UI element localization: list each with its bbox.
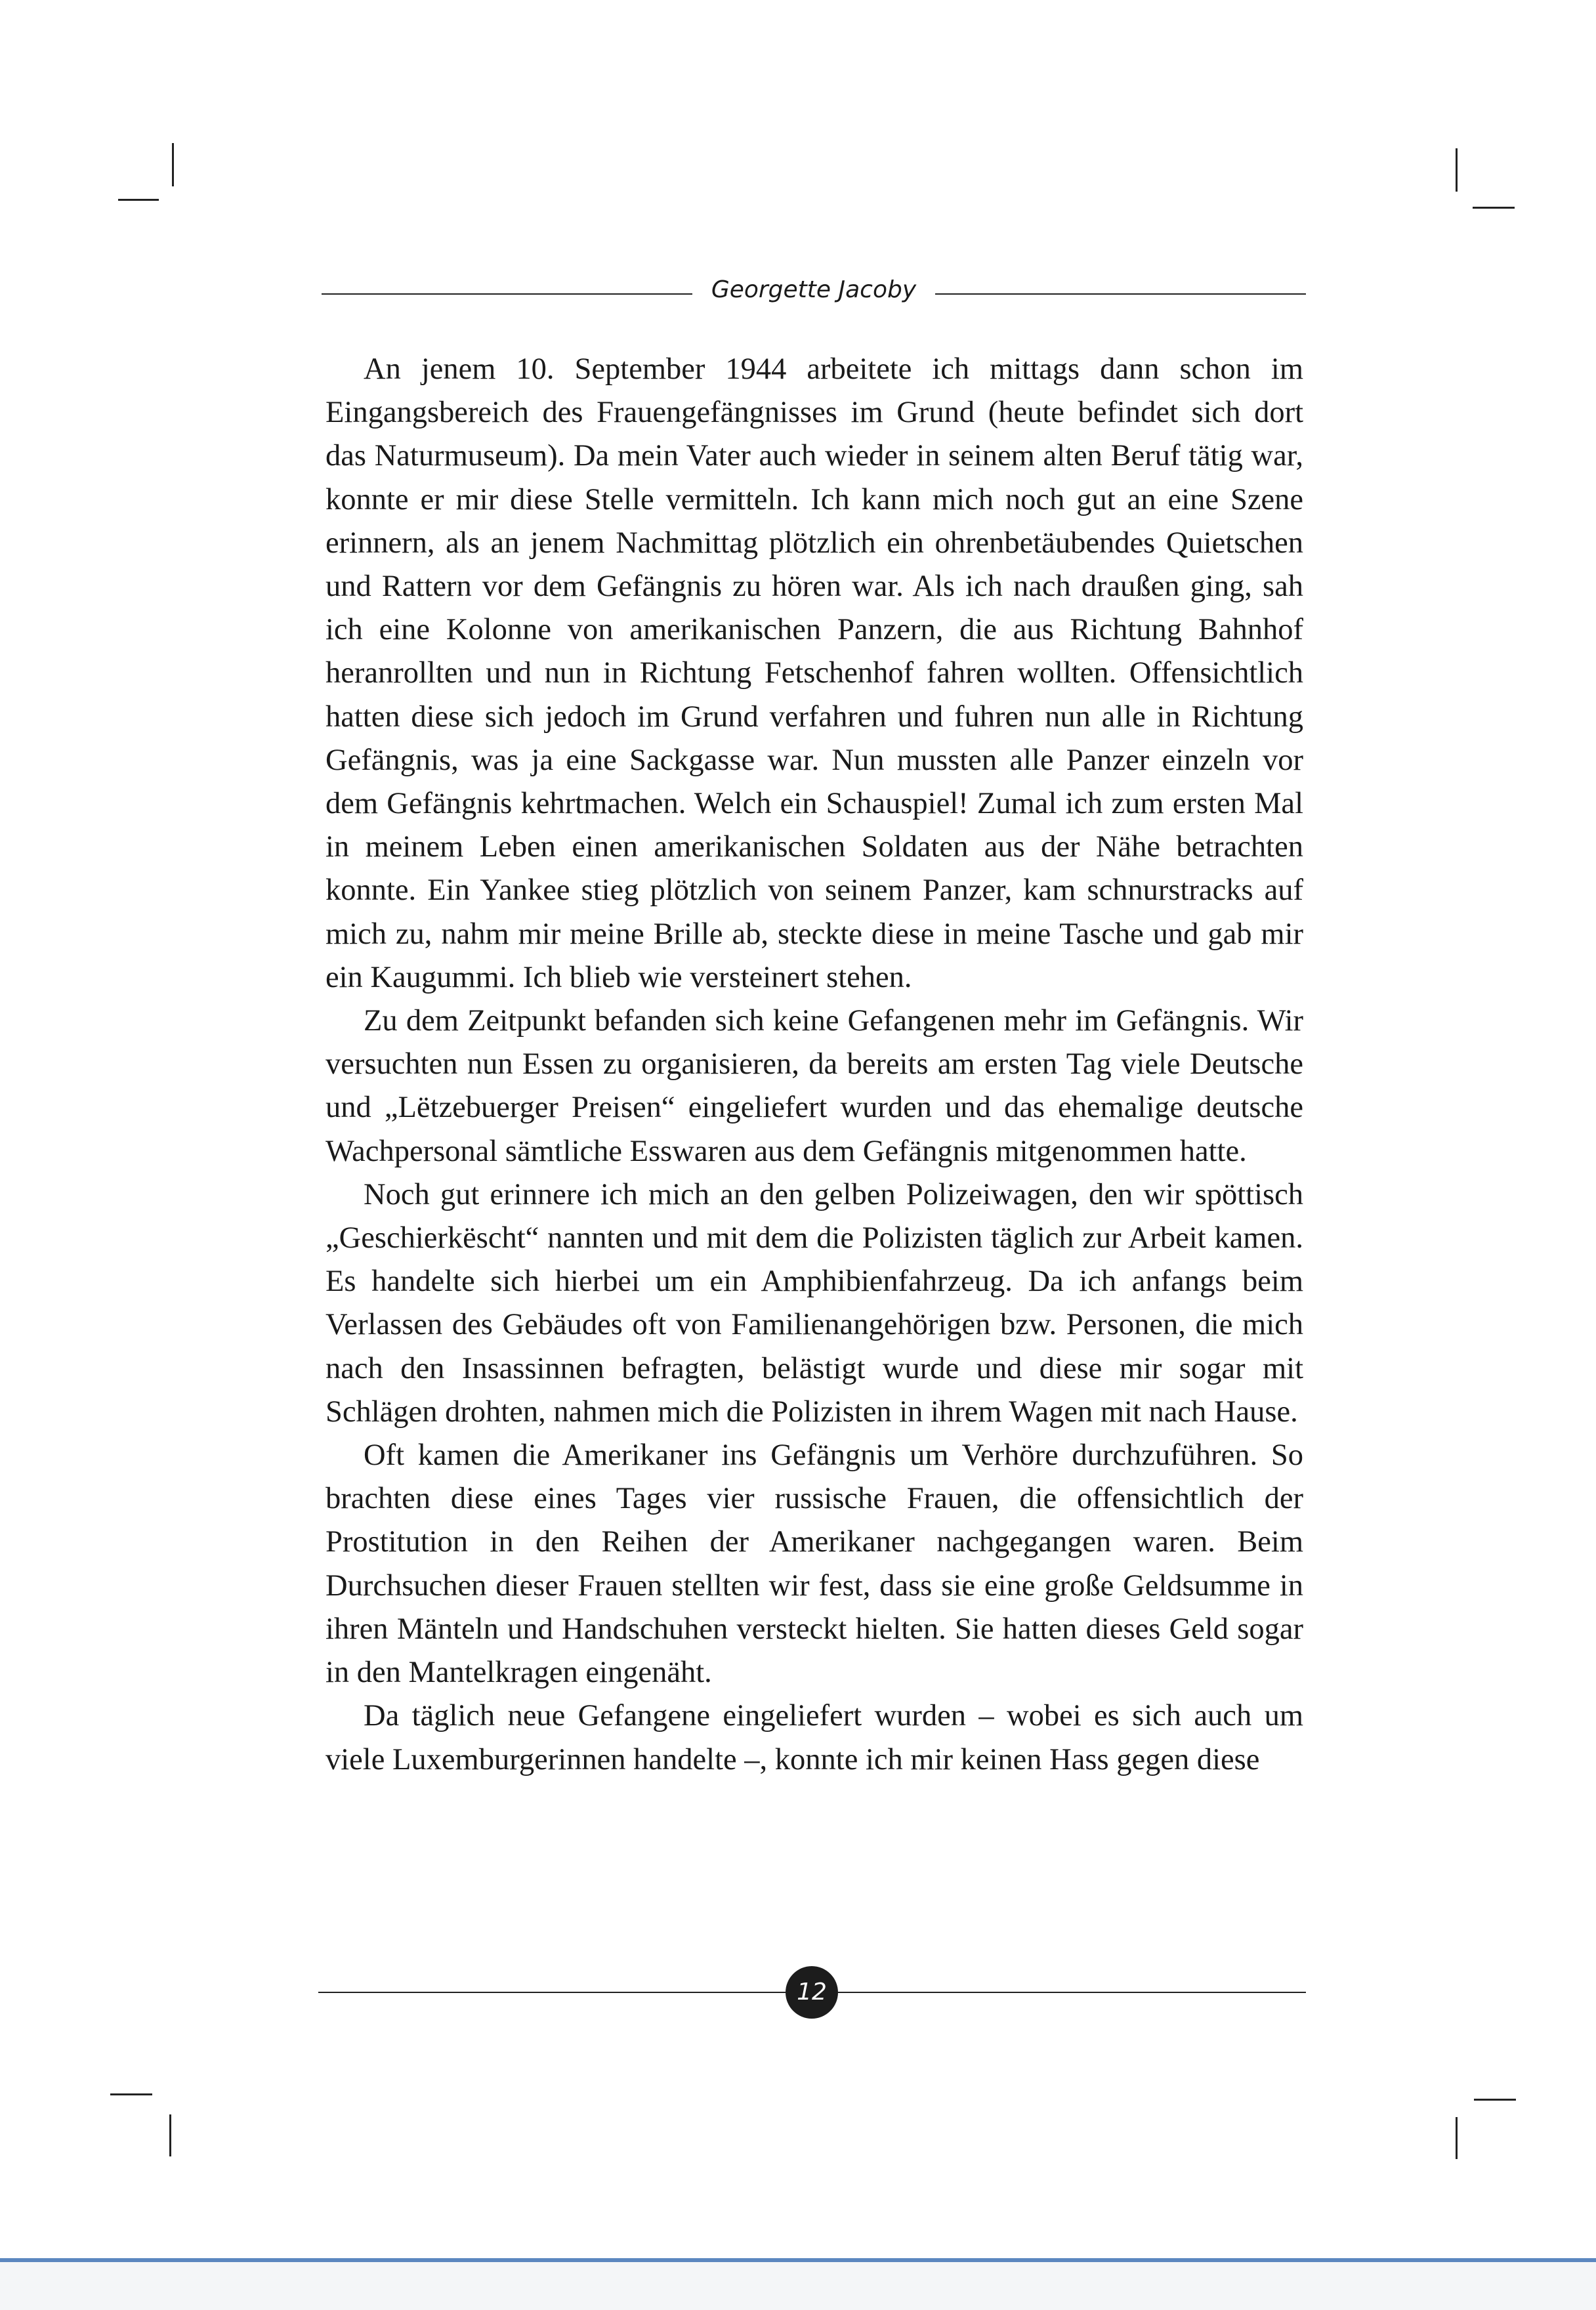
crop-mark-bottom-left-horizontal	[110, 2093, 152, 2095]
crop-mark-top-left-vertical	[172, 143, 174, 186]
running-title: Georgette Jacoby	[711, 276, 917, 303]
paragraph-1: An jenem 10. September 1944 arbeitete ich mittags dann schon im Eingangsbereich des Frauengefängnisses im Grund (heute befindet sich dort das Naturmuseum). Da mein Vater auch wieder in seinem alten Beruf tätig war, konnte er mir diese Stelle vermitteln. Ich kann mich noch gut an eine Szene erinnern, als an jenem Nachmittag plötzlich ein ohrenbetäubendes Quietschen und Rattern vor dem Gefängnis zu hören war. Als ich nach draußen ging, sah ich eine Kolonne von amerikanischen Panzern, die aus Richtung Bahnhof heranrollten und nun in Richtung Fetschenhof fahren wollten. Offensichtlich hatten diese sich jedoch im Grund verfahren und fuhren nun alle in Richtung Gefängnis, was ja eine Sackgasse war. Nun mussten alle Panzer einzeln vor dem Gefängnis kehrtmachen. Welch ein Schauspiel! Zumal ich zum ersten Mal in meinem Leben einen amerikanischen Soldaten aus der Nähe betrachten konnte. Ein Yankee stieg plötzlich von seinem Panzer, kam schnurstracks auf mich zu, nahm mir meine Brille ab, steckte diese in meine Tasche und gab mir ein Kaugummi. Ich blieb wie versteinert stehen.	[326, 352, 1303, 994]
paragraph-3: Noch gut erinnere ich mich an den gelben Polizeiwagen, den wir spöttisch „Geschierkëscht“ nannten und mit dem die Polizisten täglich zur Arbeit kamen. Es handelte sich hierbei um ein Amphibienfahrzeug. Da ich anfangs beim Verlassen des Gebäudes oft von Familienangehörigen bzw. Personen, die mich nach den Insassinnen befragten, belästigt wurde und diese mir sogar mit Schlägen drohten, nahmen mich die Polizisten in ihrem Wagen mit nach Hause.	[326, 1177, 1303, 1429]
body-text	[326, 348, 1303, 1782]
crop-mark-bottom-right-horizontal	[1474, 2099, 1516, 2101]
paragraph-2: Zu dem Zeitpunkt befanden sich keine Gefangenen mehr im Gefängnis. Wir versuchten nun Essen zu organisieren, da bereits am ersten Tag viele Deutsche und „Lëtzebuerger Preisen“ eingeliefert wurden und das ehemalige deutsche Wachpersonal sämtliche Esswaren aus dem Gefängnis mitgenommen hatte.	[326, 1004, 1303, 1168]
paragraph-4: Oft kamen die Amerikaner ins Gefängnis um Verhöre durchzuführen. So brachten diese eines Tages vier russische Frauen, die offensichtlich der Prostitution in den Reihen der Amerikaner nachgegangen waren. Beim Durchsuchen dieser Frauen stellten wir fest, dass sie eine große Geldsumme in ihren Mänteln und Handschuhen versteckt hielten. Sie hatten dieses Geld sogar in den Mantelkragen eingenäht.	[326, 1438, 1303, 1690]
crop-mark-top-right-horizontal	[1473, 207, 1515, 209]
crop-mark-top-right-vertical	[1456, 148, 1458, 192]
running-header	[322, 272, 1306, 312]
footer-rule-right	[838, 1992, 1306, 1993]
header-rule-right	[935, 293, 1306, 295]
header-rule-left	[322, 293, 692, 295]
crop-mark-bottom-right-vertical	[1456, 2117, 1458, 2159]
crop-mark-top-left-horizontal	[118, 199, 159, 201]
scan-edge-band	[0, 2262, 1596, 2310]
paragraph-5: Da täglich neue Gefangene eingeliefert wurden – wobei es sich auch um viele Luxemburgerinnen handelte –, konnte ich mir keinen Hass gegen diese	[326, 1699, 1303, 1776]
footer-rule-left	[318, 1992, 786, 1993]
crop-mark-bottom-left-vertical	[169, 2114, 171, 2156]
page-footer	[318, 1964, 1306, 2023]
page-number-badge: 12	[786, 1966, 838, 2019]
